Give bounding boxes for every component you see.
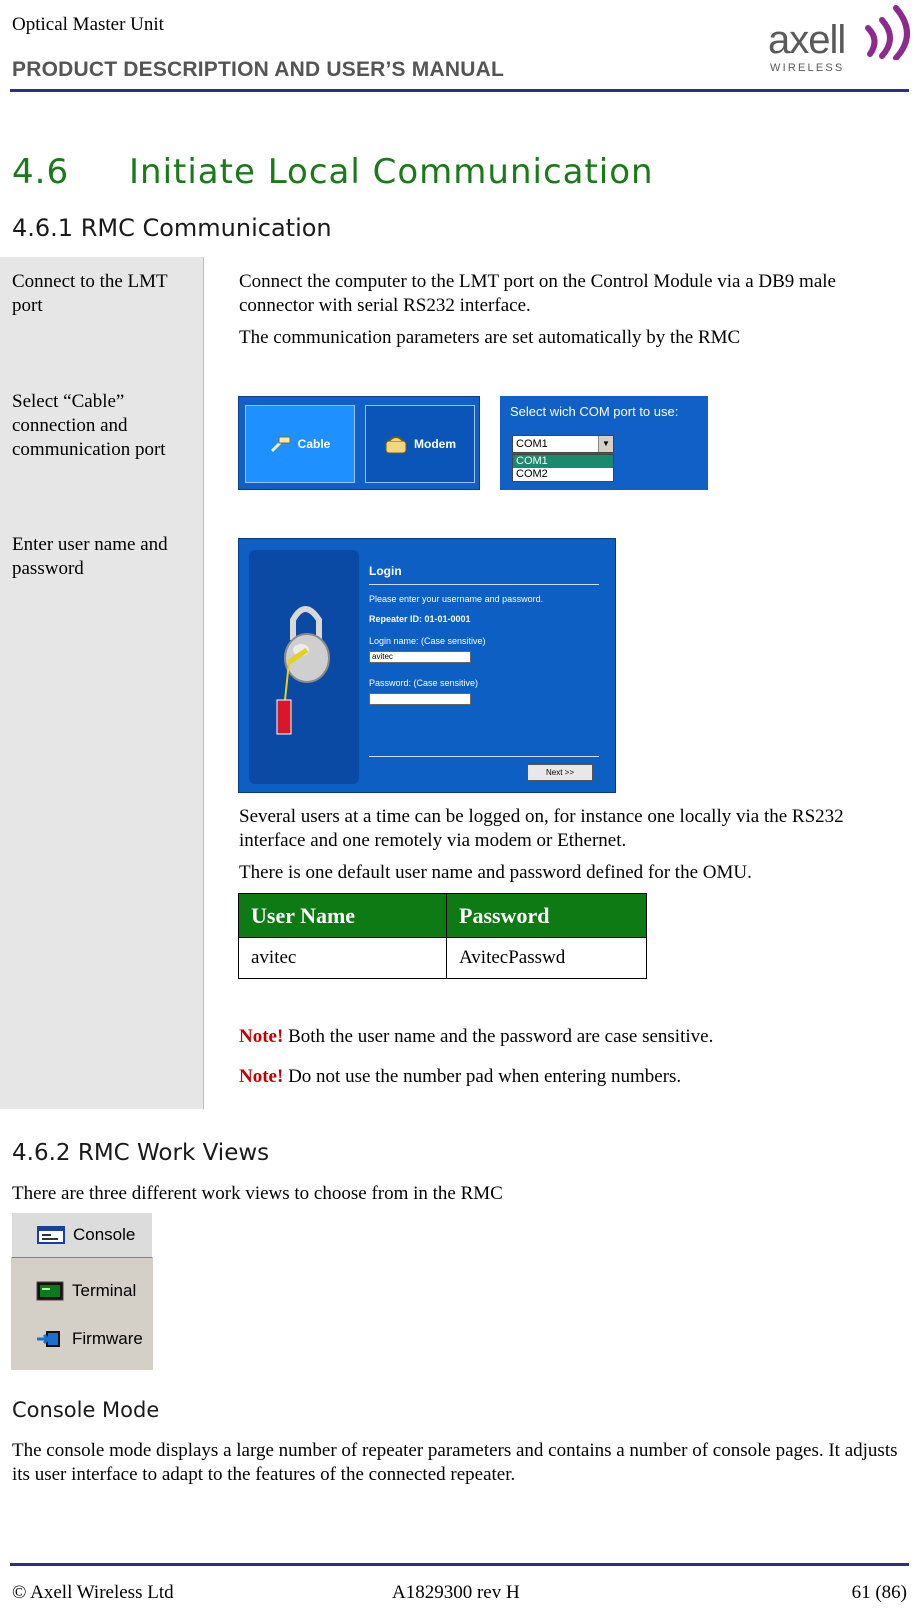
modem-button xyxy=(365,405,475,483)
column-header-username: User Name xyxy=(239,894,447,938)
com-port-screenshot xyxy=(500,396,708,490)
subsection-heading-work-views: 4.6.2 RMC Work Views xyxy=(12,1140,270,1166)
step-label-enter-credentials: Enter user name and password xyxy=(12,534,168,579)
cable-button xyxy=(245,405,355,483)
login-name-input: avitec xyxy=(369,651,471,663)
view-console xyxy=(11,1212,153,1258)
subsection-heading-rmc-communication: 4.6.1 RMC Communication xyxy=(12,214,332,242)
note-text: Both the user name and the password are case sensitive. xyxy=(283,1026,714,1047)
console-mode-text: The console mode displays a large number of repeater parameters and contains a number of console pages. It adjusts its user interface to adapt to the features of the connected repeater. xyxy=(12,1440,898,1485)
logo-text: axell xyxy=(768,18,846,62)
document-title: Optical Master Unit xyxy=(12,14,164,35)
com-port-selected: COM1 xyxy=(516,438,548,450)
table-row xyxy=(239,938,647,979)
login-form xyxy=(363,550,609,784)
manual-title: PRODUCT DESCRIPTION AND USER’S MANUAL xyxy=(12,58,504,81)
login-password-input xyxy=(369,693,471,705)
connection-type-screenshot xyxy=(238,396,480,490)
cable-icon xyxy=(270,435,292,453)
cell-username: avitec xyxy=(239,938,447,979)
padlock-icon xyxy=(249,550,359,784)
com-port-title: Select wich COM port to use: xyxy=(510,404,679,419)
note-number-pad xyxy=(239,1065,909,1089)
work-views-intro: There are three different work views to choose from in the RMC xyxy=(12,1183,503,1204)
login-screenshot xyxy=(238,538,616,793)
view-terminal-label: Terminal xyxy=(72,1281,137,1300)
view-console-label: Console xyxy=(73,1225,136,1244)
login-title-rule xyxy=(369,584,599,585)
credentials-table xyxy=(238,893,647,979)
login-illustration xyxy=(249,550,359,784)
modem-icon xyxy=(384,433,408,455)
footer-page-number: 61 (86) xyxy=(851,1582,907,1603)
login-repeater-id: Repeater ID: 01-01-0001 xyxy=(369,614,471,624)
footer-document-number: A1829300 rev H xyxy=(392,1582,520,1603)
credentials-header-row xyxy=(239,894,647,938)
logo-signal-icon xyxy=(862,0,918,60)
note-text: Do not use the number pad when entering numbers. xyxy=(283,1066,682,1087)
work-views-screenshot xyxy=(11,1212,153,1370)
axell-wireless-logo xyxy=(760,0,919,80)
section-number: 4.6 xyxy=(12,152,70,192)
firmware-icon xyxy=(36,1329,64,1349)
note-keyword: Note! xyxy=(239,1066,284,1087)
step-label-select-cable: Select “Cable” connection and communication port xyxy=(12,391,166,460)
login-prompt: Please enter your username and password. xyxy=(369,594,544,604)
chevron-down-icon: ▼ xyxy=(598,436,613,452)
section-heading xyxy=(12,152,654,192)
com-port-option: COM1 xyxy=(513,455,613,468)
column-header-password: Password xyxy=(447,894,647,938)
heading-console-mode: Console Mode xyxy=(12,1398,160,1422)
note-keyword: Note! xyxy=(239,1026,284,1047)
step-label-connect: Connect to the LMT port xyxy=(12,271,168,316)
login-name-label: Login name: (Case sensitive) xyxy=(369,636,486,646)
section-title: Initiate Local Communication xyxy=(129,152,654,192)
com-port-option: COM2 xyxy=(516,468,548,480)
login-footer-rule xyxy=(369,756,599,757)
view-firmware-label: Firmware xyxy=(72,1329,143,1348)
view-terminal xyxy=(11,1268,153,1314)
view-firmware xyxy=(11,1316,153,1362)
login-title: Login xyxy=(369,564,402,578)
default-user-text: There is one default user name and password defined for the OMU. xyxy=(239,862,752,883)
multi-user-text: Several users at a time can be logged on, for instance one locally via the RS232 interface and one remotely via modem or Ethernet. xyxy=(239,806,844,851)
login-next-button: Next >> xyxy=(527,764,593,781)
com-port-list xyxy=(512,454,614,482)
console-icon xyxy=(37,1225,65,1245)
modem-label: Modem xyxy=(414,437,456,451)
logo-subtext: WIRELESS xyxy=(770,62,845,74)
step-connect-params-text: The communication parameters are set automatically by the RMC xyxy=(239,327,741,348)
step-connect-text: Connect the computer to the LMT port on the Control Module via a DB9 male connector with serial RS232 interface. xyxy=(239,271,836,316)
step-label-column xyxy=(0,257,204,1109)
login-password-label: Password: (Case sensitive) xyxy=(369,678,479,688)
footer-copyright: © Axell Wireless Ltd xyxy=(12,1582,174,1603)
cable-label: Cable xyxy=(297,437,331,451)
header-rule xyxy=(10,89,909,92)
footer-rule xyxy=(10,1563,909,1566)
note-case-sensitive xyxy=(239,1025,909,1049)
com-port-select xyxy=(512,435,614,453)
terminal-icon xyxy=(36,1281,64,1301)
cell-password: AvitecPasswd xyxy=(447,938,647,979)
